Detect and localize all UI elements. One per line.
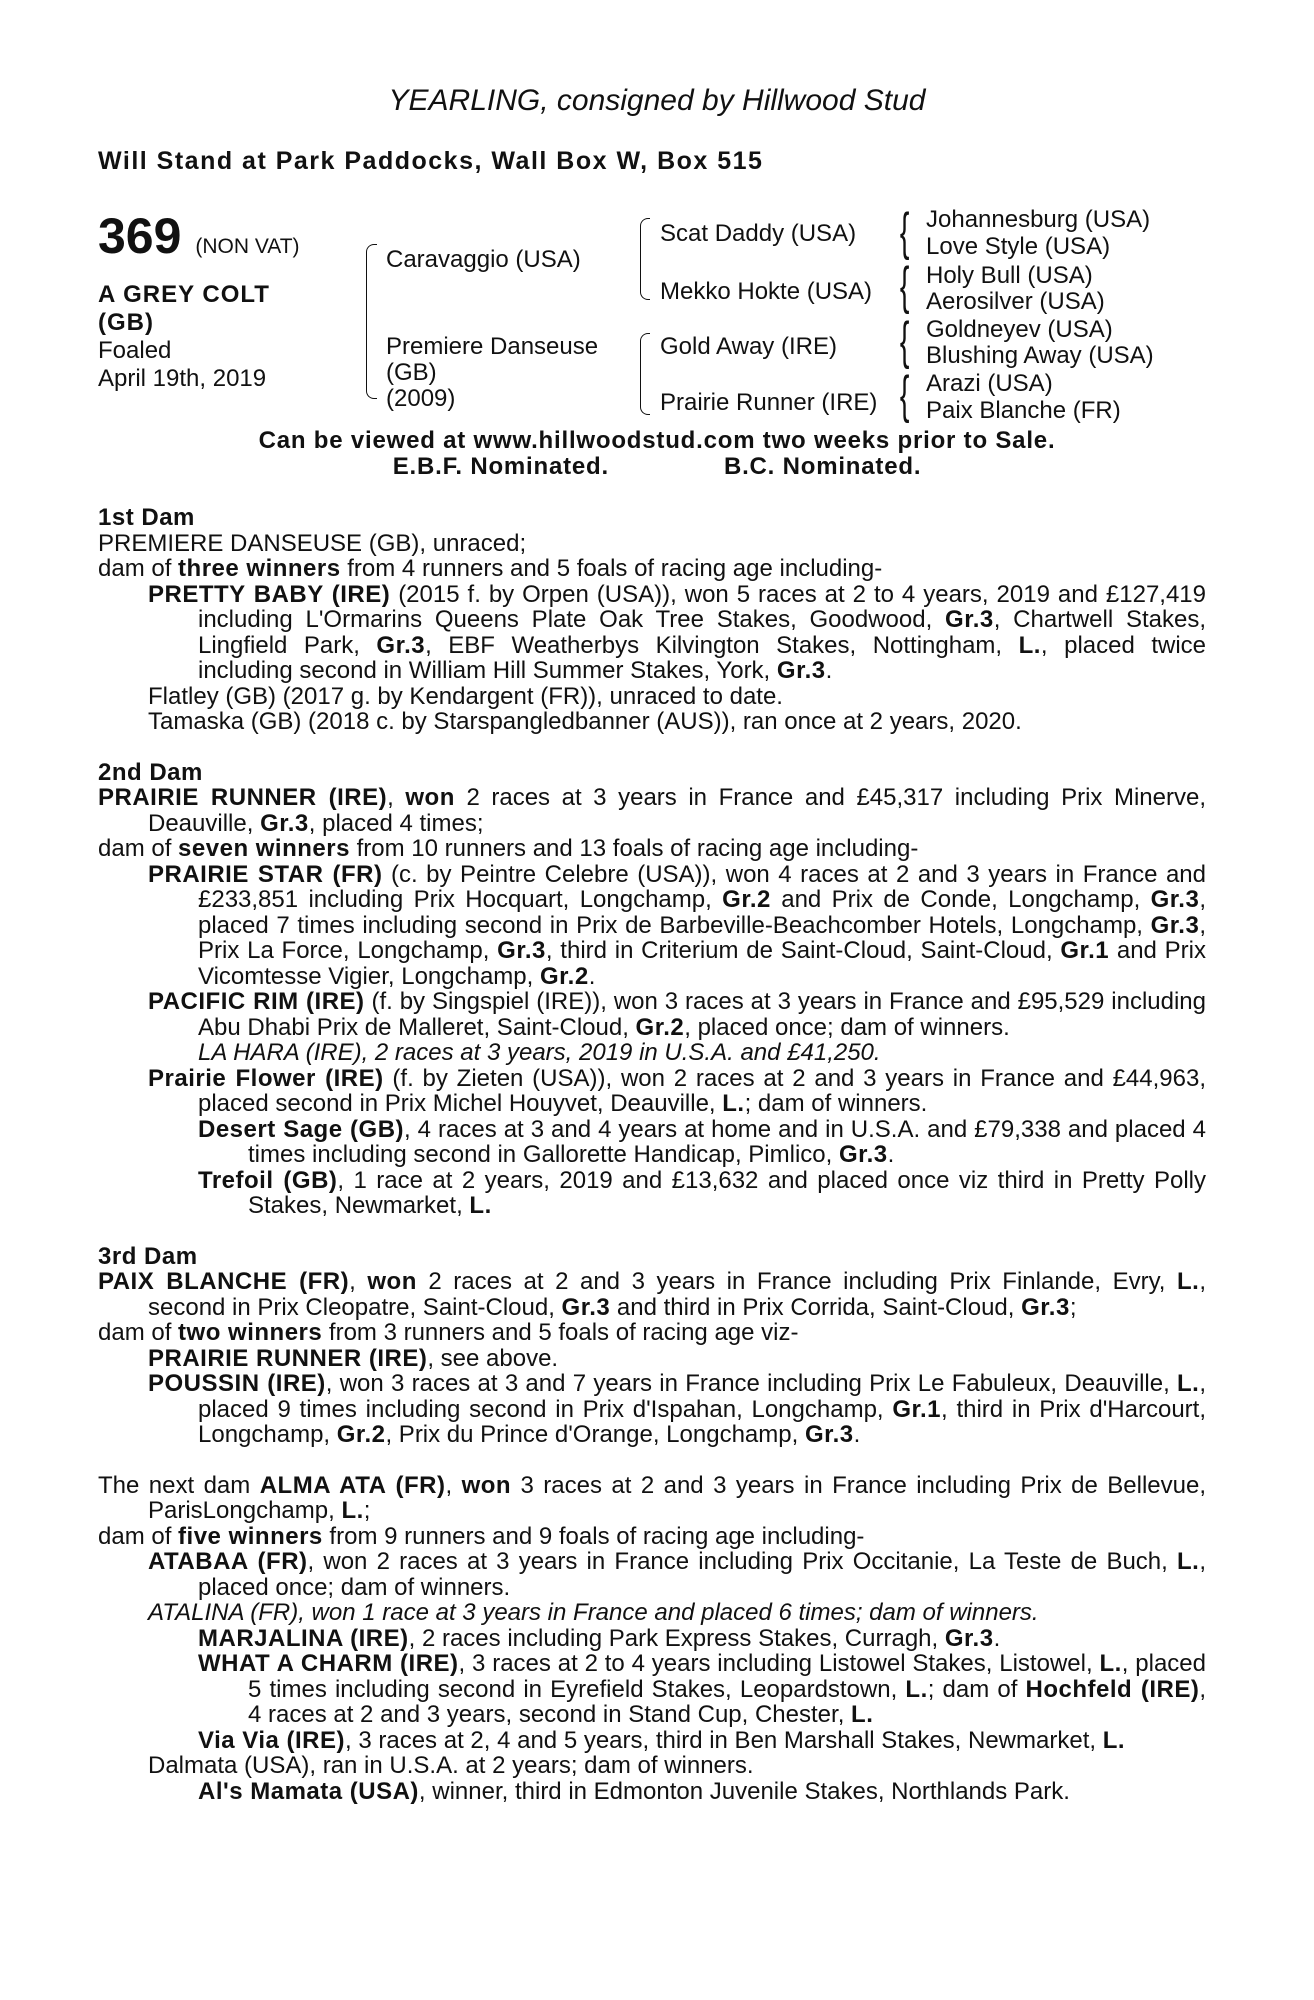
produce-entry-als-mamata: Al's Mamata (USA), winner, third in Edmonton Juvenile Stakes, Northlands Park.	[198, 1777, 1070, 1805]
second-dam-produce-summary: dam of seven winners from 10 runners and 13 foals of racing age including-	[98, 835, 919, 862]
sire-dam-brace	[366, 244, 377, 399]
vat-status: (NON VAT)	[195, 235, 300, 258]
produce-entry-flatley: Flatley (GB) (2017 g. by Kendargent (FR)), unraced to date.	[148, 682, 783, 710]
produce-entry-poussin: POUSSIN (IRE), won 3 races at 3 and 7 years in France including Prix Le Fabuleux, Deauville, L., placed 9 times including second in Prix d'Ispahan, Longchamp, Gr.1, third in Prix d'Harcourt, Longchamp, Gr.2, Prix du Prince d'Orange, Longchamp, Gr.3.	[148, 1370, 1207, 1448]
produce-entry-prairie-star: PRAIRIE STAR (FR) (c. by Peintre Celebre (USA)), won 4 races at 2 and 3 years in France and £233,851 including Prix Hocquart, Longchamp, Gr.2 and Prix de Conde, Longchamp, Gr.3, placed 7 times including second in Prix de Barbeville-Beachcomber Hotels, Longchamp, Gr.3, Prix La Force, Longchamp, Gr.3, third in Criterium de Saint-Cloud, Saint-Cloud, Gr.1 and Prix Vicomtesse Vigier, Longchamp, Gr.2.	[148, 860, 1206, 990]
produce-entry-tamaska: Tamaska (GB) (2018 c. by Starspangledbanner (AUS)), ran once at 2 years, 2020.	[148, 708, 1022, 735]
produce-entry-pacific-rim: PACIFIC RIM (IRE) (f. by Singspiel (IRE)), won 3 races at 3 years in France and £95,529 including Abu Dhabi Prix de Malleret, Saint-Cloud, Gr.2, placed once; dam of winners.	[148, 988, 1207, 1041]
lot-block	[98, 210, 338, 393]
dam-line-brace	[640, 333, 650, 415]
horse-description-line2: (GB)	[98, 309, 154, 336]
produce-entry-pretty-baby: PRETTY BABY (IRE) (2015 f. by Orpen (USA)), won 5 races at 2 to 4 years, 2019 and £127,419 including L'Ormarins Queens Plate Oak Tree Stakes, Goodwood, Gr.3, Chartwell Stakes, Lingfield Park, Gr.3, EBF Weatherbys Kilvington Stakes, Nottingham, L., placed twice including second in William Hill Summer Stakes, York, Gr.3.	[148, 580, 1207, 684]
pedigree-dd: Prairie Runner (IRE)	[660, 389, 878, 416]
pedigree-ds: Gold Away (IRE)	[660, 333, 837, 360]
produce-entry-prairie-flower: Prairie Flower (IRE) (f. by Zieten (USA)), won 2 races at 2 and 3 years in France and £44,963, placed second in Prix Michel Houyvet, Deauville, L.; dam of winners.	[148, 1064, 1207, 1117]
second-dam-heading: 2nd Dam	[98, 758, 203, 786]
consignor-title: YEARLING, consigned by Hillwood Stud	[388, 84, 926, 117]
produce-entry-what-a-charm: WHAT A CHARM (IRE), 3 races at 2 to 4 years including Listowel Stakes, Listowel, L., placed 5 times including second in Eyrefield Stakes, Leopardstown, L.; dam of Hochfeld (IRE), 4 races at 2 and 3 years, second in Stand Cup, Chester, L.	[198, 1650, 1206, 1728]
pedigree-sds: Holy Bull (USA)	[926, 262, 1093, 289]
pedigree-dam-line3: (2009)	[386, 385, 456, 412]
lot-number-line	[98, 210, 338, 273]
brace-icon: {	[899, 312, 910, 370]
ebf-nomination: E.B.F. Nominated.	[392, 453, 609, 480]
fourth-dam-produce-summary: dam of five winners from 9 runners and 9 foals of racing age including-	[98, 1522, 865, 1550]
horse-description-line1: A GREY COLT	[98, 281, 270, 308]
produce-entry-dalmata: Dalmata (USA), ran in U.S.A. at 2 years; dam of winners.	[148, 1752, 754, 1779]
third-dam-heading: 3rd Dam	[98, 1242, 198, 1270]
pedigree-sire: Caravaggio (USA)	[386, 246, 581, 273]
brace-icon: {	[899, 257, 910, 315]
pedigree-dss: Goldneyev (USA)	[926, 316, 1113, 343]
pedigree-ddd: Paix Blanche (FR)	[926, 397, 1121, 424]
third-dam-produce-summary: dam of two winners from 3 runners and 5 foals of racing age viz-	[98, 1319, 799, 1346]
produce-entry-la-hara: LA HARA (IRE), 2 races at 3 years, 2019 in U.S.A. and £41,250.	[198, 1039, 881, 1066]
lot-number: 369	[98, 208, 182, 264]
produce-entry-atalina: ATALINA (FR), won 1 race at 3 years in France and placed 6 times; dam of winners.	[148, 1599, 1039, 1626]
first-dam-line: PREMIERE DANSEUSE (GB), unraced;	[98, 529, 527, 557]
pedigree-dsd: Blushing Away (USA)	[926, 342, 1154, 369]
third-dam-line: PAIX BLANCHE (FR), won 2 races at 2 and 3 years in France including Prix Finlande, Evry, L., second in Prix Cleopatre, Saint-Cloud, Gr.3 and third in Prix Corrida, Saint-Cloud, Gr.3;	[98, 1268, 1207, 1321]
first-dam-produce-summary: dam of three winners from 4 runners and 5 foals of racing age including-	[98, 555, 883, 582]
nominations	[0, 454, 1314, 480]
produce-entry-marjalina: MARJALINA (IRE), 2 races including Park Express Stakes, Curragh, Gr.3.	[198, 1624, 1001, 1652]
first-dam-heading: 1st Dam	[98, 504, 195, 531]
pedigree-dam-line2: (GB)	[386, 359, 437, 386]
brace-icon: {	[899, 366, 910, 424]
pedigree-dam-line1: Premiere Danseuse	[386, 333, 599, 360]
pedigree-ss: Scat Daddy (USA)	[660, 220, 857, 247]
produce-entry-desert-sage: Desert Sage (GB), 4 races at 3 and 4 years at home and in U.S.A. and £79,338 and placed 4 times including second in Gallorette Handicap, Pimlico, Gr.3.	[198, 1115, 1206, 1168]
sire-line-brace	[640, 218, 650, 300]
foaled-date: April 19th, 2019	[98, 365, 267, 392]
pedigree-sss: Johannesburg (USA)	[926, 206, 1151, 233]
pedigree-ssd: Love Style (USA)	[926, 233, 1111, 260]
viewing-note: Can be viewed at www.hillwoodstud.com two weeks prior to Sale.	[258, 427, 1056, 454]
pedigree-dds: Arazi (USA)	[926, 370, 1053, 397]
pedigree-sdd: Aerosilver (USA)	[926, 288, 1105, 315]
produce-entry-prairie-runner: PRAIRIE RUNNER (IRE), see above.	[148, 1344, 559, 1372]
produce-entry-trefoil: Trefoil (GB), 1 race at 2 years, 2019 and £13,632 and placed once viz third in Pretty Polly Stakes, Newmarket, L.	[198, 1166, 1206, 1219]
stabling-location: Will Stand at Park Paddocks, Wall Box W, Box 515	[98, 147, 764, 175]
second-dam-line: PRAIRIE RUNNER (IRE), won 2 races at 3 years in France and £45,317 including Prix Minerve, Deauville, Gr.3, placed 4 times;	[98, 784, 1206, 837]
pedigree-sd: Mekko Hokte (USA)	[660, 278, 873, 305]
foaled-label: Foaled	[98, 337, 172, 364]
bc-nomination: B.C. Nominated.	[723, 453, 922, 480]
produce-entry-via-via: Via Via (IRE), 3 races at 2, 4 and 5 years, third in Ben Marshall Stakes, Newmarket, L.	[198, 1726, 1126, 1754]
produce-entry-atabaa: ATABAA (FR), won 2 races at 3 years in France including Prix Occitanie, La Teste de Buch, L., placed once; dam of winners.	[148, 1548, 1207, 1601]
horse-description	[98, 281, 338, 337]
pedigree-notes	[98, 505, 1206, 1804]
brace-icon: {	[899, 203, 910, 261]
fourth-dam-line: The next dam ALMA ATA (FR), won 3 races at 2 and 3 years in France including Prix de Bellevue, ParisLongchamp, L.;	[98, 1471, 1207, 1524]
